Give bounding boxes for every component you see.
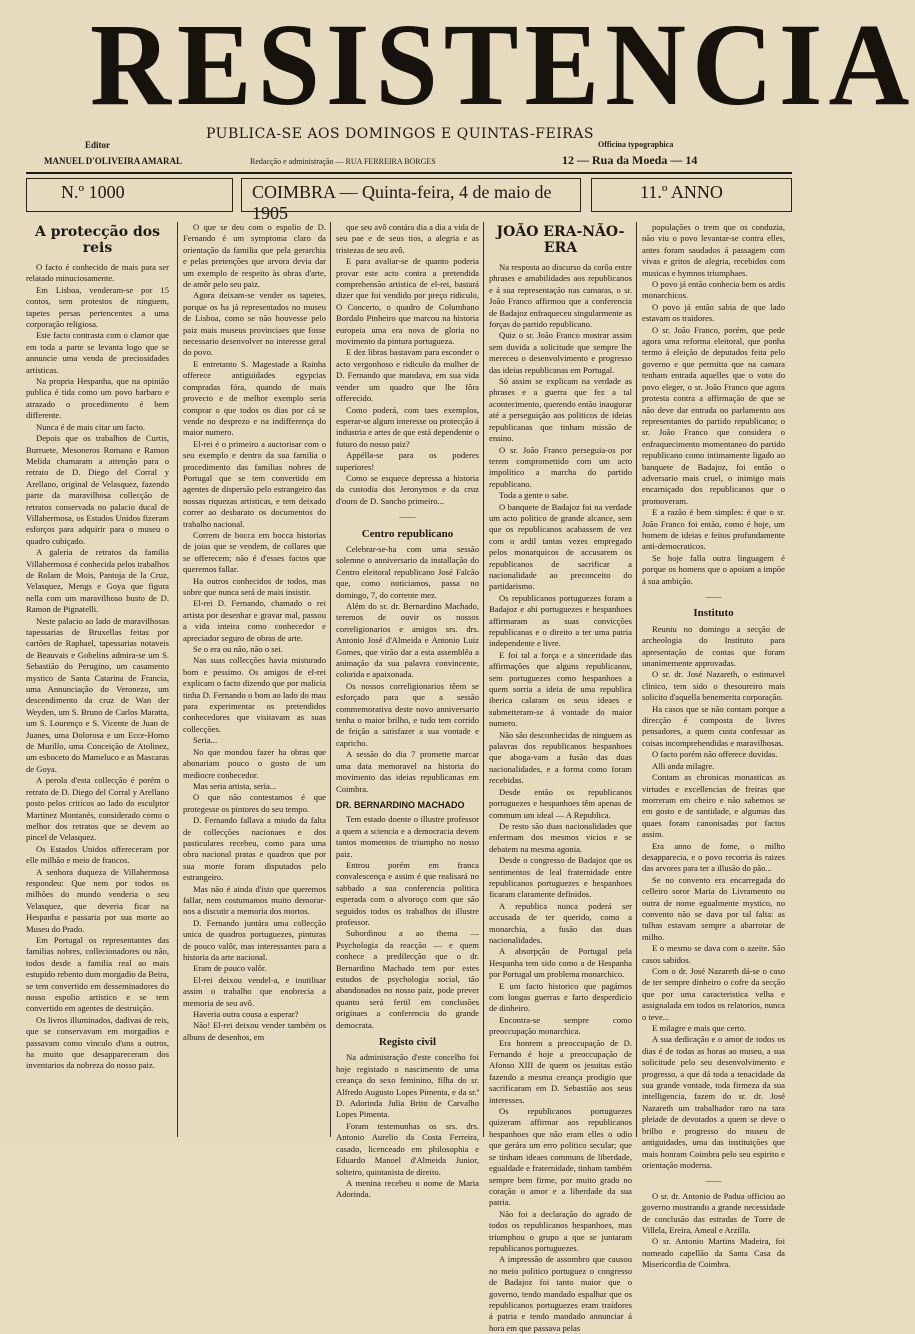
paragraph: Seria...	[193, 735, 218, 746]
paragraph: Correm de bocca em bocca historias de joias que se vendem, de collares que se offerecem; não é d'esses factos que queremos fallar.	[183, 529, 326, 575]
paragraph: Encontra-se sempre como preoccupação monarchica.	[489, 1014, 632, 1037]
print-office-address: 12 — Rua da Moeda — 14	[562, 153, 698, 167]
paragraph: Com o dr. José Nazareth dá-se o caso de ter sempre dinheiro o cofre da secção que por uma caracteristica velha e assignalada em todos os relatorios, nunca o teve...	[642, 966, 785, 1022]
column-4	[489, 222, 632, 1333]
paragraph: Além do sr. dr. Bernardino Machado, teremos de ouvir os nossos correligionarios e amigos srs. drs. Antonio José d'Almeida e Antonio Luiz Gomes, que virão dar a esta assemblêa a animação da sua palavra convincente, colorida e apaixonada.	[336, 601, 479, 680]
newspaper-title: RESISTENCIA	[90, 0, 915, 131]
paragraph: E o mesmo se dava com o azeite. São casos sabidos.	[642, 943, 785, 965]
paragraph: que seu avô contára dia a dia a vida de seu pae e de seus tios, a alegria e as tristezas de seu avô.	[336, 222, 479, 255]
paragraph: A absorpção de Portugal pela Hespanha tem sido como a de Hespanha por Portugal um problema monarchico.	[489, 946, 632, 980]
top-rule	[26, 172, 792, 174]
section-heading: DR. BERNARDINO MACHADO	[336, 799, 465, 810]
paragraph: populações o trem que os conduzia, não viu o povo levantar-se contra elles, antes foram saudados á passagem com vivas e gritos de alegria, recebidos com musicas e hymnos triumphaes.	[642, 222, 785, 278]
paragraph: O sr. João Franco perseguia-os por terem compromettido com um acto impolitico a marcha do partido republicano.	[489, 444, 632, 489]
paragraph: Se hoje falla outra linguagem é porque os homens que o apoiam a impõe á sua ambição.	[642, 552, 785, 586]
paragraph: D. Fernando juntára uma collecção unica de quadros portuguezes, pinturas de pouco valôr, mas interessantes para a historia da arte nacional.	[183, 917, 326, 962]
paragraph: A sua dedicação e o amor de todos os dias é de todas as horas ao museu, a sua solicitude pelo seu desenvolvimento e progresso, a que dá toda a tenacidade da sua grande vontade, toda firmeza da sua intelligencia, fazem do sr. dr. José Nazareth um trabalhador raro na tara pleiade de devotados a quem se deve o brilho e progresso do museu de antiguidades, uma das instituições que mais honram Coimbra pelo seu espirito e orientação moderna.	[642, 1034, 785, 1170]
article-heading: JOÃO ERA-NÃO-ERA	[496, 224, 625, 256]
paragraph: No que mondou fazer ha obras que abonariam pouco o gosto de um mediocre conhecedor.	[183, 746, 326, 780]
paragraph: Tem estado doente o illustre professor a quem a sciencia e a democracia devem tantos momentos de triumpho no nosso paiz.	[336, 814, 479, 859]
column-5	[642, 222, 785, 1270]
paragraph: Se o era ou não, não o sei.	[193, 644, 283, 655]
paragraph: Contam as chronicas monasticas as virtudes e excellencias de freiras que morreram em cheiro e não sabemos se em gosto e de santidade, e algumas das quaes foram canonisadas por factos assim.	[642, 772, 785, 840]
paragraph: Appélla-se para os poderes superiores!	[336, 450, 479, 472]
paragraph: Agora deixam-se vender os tapetes, porque os ha já representados no museu de Lisboa, como se não houvesse pelo paiz mais museus provinciaes que fosse necessario desenvolver no interesse geral do povo.	[183, 290, 326, 358]
paragraph: Foram testemunhas os srs. drs. Antonio Aurelio da Costa Ferreira, casado, licenceado em philosophia e Eduardo Manoel d'Almeida Junior, solteiro, quintanista de direito.	[336, 1120, 479, 1177]
paragraph: E dez libras bastavam para esconder o acto vergonhoso e ridiculo da mulher de D. Fernando que mandava, em sua vida vender um quadro que lhe fôra offerecido.	[336, 347, 479, 404]
issue-number-box	[26, 178, 233, 212]
paragraph: Os republicanos portuguezes foram a Badajoz e ahi portuguezes e hespanhoes affirmaram as suas convicções republicanas e o direito a ter uma patria independente e livre.	[489, 592, 632, 649]
paragraph: Era anno de fome, o milho desapparecia, e o povo recorria ás raizes das arvores para ter a illusão do pão...	[642, 840, 785, 874]
paragraph: Nunca é de mais citar um facto.	[36, 421, 146, 432]
paragraph: O sr. João Franco, porém, que pede agora uma reforma eleitoral, que ponha termo á eleição de deputados feita pelo governo e que permitta que na camara tenham entrada aquelles que o voto do povo eleger, o sr. João Franco que agora protesta contra a affirmação de que se não deve dar entrada no parlamento aos representantes do partido republicano; o sr. João Franco que considera o enfraquecimento momentaneo do partido republicano como intimamente ligado ao banquete de Badajoz, foi então o adversario mais cruel, o inimigo mais encarniçado dos republicanos que o promoveram.	[642, 324, 785, 506]
paragraph: O sr. dr. Antonio de Padua officiou ao governo mostrando a grande necessidade de conclusão das estradas de Torre de Villela, Ereira, Ameal e Arzilla.	[642, 1190, 785, 1235]
paragraph: Desde o congresso de Badajoz que os sentimentos de leal fraternidade entre republicanos portuguezes e hespanhoes ficaram claramente definidos.	[489, 855, 632, 900]
issue-banner	[26, 178, 792, 223]
paragraph: El-rei D. Fernando, chamado o rei artista por desenhar e gravar mal, passou a vida inteira como conhecedor e apreciador seguro de obras de arte.	[183, 598, 326, 643]
dateline-box	[241, 178, 581, 223]
paragraph: E milagre e mais que certo.	[652, 1023, 747, 1034]
paragraph: Entrou porém em franca convalescença e assim é que realisará no sabbado a sua conferencia politica esperada com o alvoroço com que são seguidos todos os trabalhos do illustre professor.	[336, 859, 479, 927]
paragraph: O sr. dr. José Nazareth, o estimavel clinico, tem sido o thesoureiro mais solicito d'aquella benemerita corporação.	[642, 669, 785, 703]
paragraph: D. Fernando fallava a miudo da falta de collecções nacionaes e dos pasticulares recebeu, como para uma obra nacional pratas e quadros que por sua morte foram disputados pelo estrangeiro.	[183, 815, 326, 883]
paragraph: Não são desconhecidas de ninguem as palavras dos republicanos hespanhoes que aboga-vam a fusão das duas nacionalidades, e a forma como foram recebidas.	[489, 729, 632, 786]
paragraph: Em Lisboa, venderam-se por 15 contos, sem protestos de ninguem, tapetes persas pertencentes a uma corporação religiosa.	[26, 284, 169, 330]
paragraph: Subordinou a ao thema — Psychologia da reacção — e quem conhece a predilecção que o dr. Bernardino Machado tem por estes estudos de psychologia social, tão abandonados no nosso paiz, pode prever quanto será fertil em conclusões originaes a conferencia do grande democrata.	[336, 928, 479, 1030]
print-office-label: Officina typographica	[598, 140, 674, 149]
paragraph: Celebrar-se-ha com uma sessão solemne o anniversario da installação do Centro eleitoral republicano José Falcão que, como noticiamos, passa no domingo, 7, do corrente mez.	[336, 543, 479, 600]
section-separator: ——	[705, 592, 722, 601]
paragraph: Quiz o sr. João Franco mostrar assim sem duvida a solicitude que sempre lhe mereceu o desenvolvimento e progresso das ideias republicanas em Portugal.	[489, 330, 632, 375]
paragraph: O facto porém não offerece duvidas.	[652, 749, 778, 760]
editor-label: Editor	[85, 140, 111, 150]
paragraph: O que não contestamos é que protegesse os pintores do seu tempo.	[183, 792, 326, 814]
paragraph: Os livros illuminados, dadivas de reis, que se conservavam em morgadios e passavam como vinculo d'uns a outros, ha muito que desappareceram dos inventarios da nobreza do nosso paiz.	[26, 1014, 169, 1071]
paragraph: A perola d'esta collecção é porém o retrato de D. Diego del Corral y Arellano posto pelos criticos ao lado do esculptor Martinez Montanés, considerado como o melhor dos retratos que se devem ao pincel de Velasquez.	[26, 775, 169, 843]
paragraph: Toda a gente o sabe.	[499, 490, 569, 501]
paragraph: O banquete de Badajoz foi na verdade um acto politico de grande alcance, sem que os republicanos acabassem de vez com o ardil tantas vezes empregado pelos monarquicos de accusarem os republicanos de sacrificar a nacionalidade ao preconceito do partidarismo.	[489, 501, 632, 592]
paragraph: Não foi a declaração do agrado de todos os republicanos hespanhoes, mas triumphou o grupo a que se juntaram republicanos portuguezes.	[489, 1208, 632, 1253]
paragraph: Em Portugal os representantes das familias nobres, collecionadores ou não, todos desde a familia real ao mais estupido rebento dum morgadio da Beira, se tem convertido em desseminadores do nosso espolio artistico e se tem convertido em agentes de destruição.	[26, 934, 169, 1014]
paragraph: Ha outros conhecidos de todos, mas sobre que nunca será de mais insistir.	[183, 575, 326, 597]
dateline: COIMBRA — Quinta-feira, 4 de maio de 1905	[252, 182, 552, 223]
article-columns	[26, 222, 792, 1333]
paragraph: Como poderá, com taes exemplos, esperar-se algum interesse ou protecção á industria e artes de que está dependente o futuro do nosso paiz?	[336, 404, 479, 449]
paragraph: A menina recebeu o nome de Maria Adorinda.	[336, 1177, 479, 1200]
issue-number: N.º 1000	[61, 182, 125, 202]
paragraph: O povo já então conhecia bem os ardis monarchicos.	[642, 279, 785, 301]
paragraph: Desde então os republicanos portuguezes e hespanhoes têm apenas de commum um ideal — A Republica.	[489, 786, 632, 820]
paragraph: O sr. Antonio Martins Madeira, foi nomeado capellão da Santa Casa da Misericordia de Coimbra.	[642, 1236, 785, 1270]
article-heading: A protecção dos reis	[35, 224, 160, 256]
paragraph: Neste palacio ao lado de maravilhosas tapessarias de Bruxellas feitas por cartões de Raphael, tapessarias notaveis de Beauvais e Gobelins admira-se um S. Sebastião do Perugino, um casamento mystico de Santa Catarina de Francia, uma Annunciação do Veronezo, um descendimento da cruz de Wan der Weyden, um S. Bruno de Carlos Maratta, um S. Lourenço e S. Vicente de Juan de Juanes, uma Dolorosa e um Ecce-Homo de Murillo, uma Conceição de Atolinez, um esboceto do Mameluco e as Mascaras de Goya.	[26, 615, 169, 774]
administration-address: Redacção e administração — RUA FERREIRA BORGES	[250, 157, 436, 166]
paragraph: Nas suas collecções havia misturado bom e pessimo. Os amigos de el-rei explicam o facto dizendo que por malicia tinha D. Fernando o bom ao lado do mau para experimentar os pretendidos conhecedores que visitavam as suas collecções.	[183, 655, 326, 734]
section-separator: ——	[705, 1176, 722, 1186]
paragraph: E entretanto S. Magestade a Rainha offerece antiguidades egypcias compradas fóra, quando de mais provecto e de melhor exemplo seria comprar o que todos os dias por cá se vende no desprezo e na indifferença do maior numero.	[183, 358, 326, 438]
paragraph: A republica nunca poderá ser accusada de ter querido, como a monarchia, a fusão das duas nacionalidades.	[489, 900, 632, 945]
paragraph: O facto é conhecido de mais para ser relatado minuciosamente.	[26, 262, 169, 284]
paragraph: Ha casos que se não contam porque a direcção é composta de livres pensadores, a quem custa confessar as coisas incomprehendidas e maravilhosas.	[642, 703, 785, 748]
publication-schedule: PUBLICA-SE AOS DOMINGOS E QUINTAS-FEIRAS	[206, 126, 594, 142]
editor-name: MANUEL D'OLIVEIRA AMARAL	[44, 156, 183, 166]
column-2	[183, 222, 326, 1137]
paragraph: Os republicanos portuguezes quizeram affirmar aos republicanos hespanhoes que não eram elles o odio que gerára um erro politico secular; que se tinham ideaes communs de liberdade, egualdade e fraternidade, tinham também sempre bem firme, por muito grado no coração o amor e a liberdade da sua patria.	[489, 1106, 632, 1208]
paragraph: El-rei deixou vendel-a, e inutilisar assim o trabalho que enobrecia a memoria de seu avô.	[183, 974, 326, 1008]
year-box	[591, 178, 792, 212]
paragraph: E um facto historico que pagámos com longas guerras e farto desperdicio de dinheiro.	[489, 980, 632, 1014]
paragraph: Não! El-rei deixou vender também os albuns de desenhos, em	[183, 1020, 326, 1042]
section-separator: ——	[399, 512, 416, 522]
paragraph: Reuniu no domingo a secção de archeologia do Instituto para apresentação de contas que foram unanimemente approvadas.	[642, 623, 785, 669]
paragraph: El-rei é o primeiro a auctorisar com o seu exemplo e dentro da sua familia o procedimento das familias nobres de Portugal que se tem convertido em agentes de dispersão pelo estrangeiro das nossas riquezas artisticas, e tem deixado correr ao desbarato os documentos do trabalho nacional.	[183, 438, 326, 529]
paragraph: A sessão do dia 7 promette marcar uma data memoravel na historia do movimento das ideias republicanas em Coimbra.	[336, 749, 479, 794]
paragraph: Se no convento era encarregada do celleiro soror Maria do Livramento ou outra de nome egualmente mystico, no convento não se dava por tal falta: as tulhas estavam sempre a abarrotar de milho.	[642, 874, 785, 942]
column-1	[26, 222, 169, 1137]
year-number: 11.º ANNO	[640, 182, 723, 202]
paragraph: E para avaliar-se de quanto poderia provar este acto contra a pretendida comprehensão artistica de el-rei, bastará dizer que foi vendido por preço ridiculo, O Concerto, o quadro de Columbano Bordalo Pinheiro que marcou na historia europeia uma era nova de gloria no movimento da pintura portugueza.	[336, 256, 479, 347]
column-3	[336, 222, 479, 1200]
section-heading: Centro republicano	[361, 527, 454, 540]
paragraph: Mas seria artista, seria...	[193, 780, 277, 791]
paragraph: Os Estados Unidos offereceram por elle milhão e meio de francos.	[26, 843, 169, 866]
paragraph: Depois que os trabalhos de Curtis, Burruete, Mesoneros Romano e Ramon Melida chamaram a attenção para o retrato de D. Diego del Corral y Arellano, original de Velasquez, fazendo parte da maravilhosa collecção de retratos conservada no palacio ducal de Villahermosa, os Estados Unidos fizeram esforços para adquirir para o museu o quadro cubiçado.	[26, 433, 169, 546]
paragraph: A impressão de assombro que causou no meio politico portuguez o congresso de Badajoz foi tanto maior que o governo, tendo mandado espalhar que os republicanos portuguezes eram traidores á patria e tendo mandado annunciar á hora em que passava pelas	[489, 1254, 632, 1333]
paragraph: Na resposta ao discurso da corôa entre phrases e amabilidades aos republicanos e á sua representação nas camaras, o sr. João Franco affirmou que a conferencia de Badajoz enfraqueceu singularmente as forças do partido republicano.	[489, 262, 632, 330]
paragraph: O povo já então sabia de que lado estavam os traidores.	[642, 301, 785, 324]
section-heading: Registo civil	[378, 1036, 437, 1049]
paragraph: Os nossos correligionarios têem se esforçado para que a sessão commemorativa deste novo anniversario tenha o maior brilho, e tudo tem corrido de feição a satisfazer a sua vontade e capricho.	[336, 680, 479, 748]
paragraph: Alli anda milagre.	[652, 760, 715, 771]
paragraph: A senhora duqueza de Villahermosa respondeu: Que nem por todos os milhões do mundo venderia o seu Velasquez, que deveria ficar na Hespanha e passaria por sua morte ao Museu do Prado.	[26, 866, 169, 934]
paragraph: A galeria de retratos da familia Villahermosa é conhecida pelos trabalhos de Rolam de Mois, Pantoja de la Cruz, Velasquez, Mengs e Goya que figura nella com um maravilhoso busto de D. Ramon de Pignatelli.	[26, 547, 169, 615]
paragraph: De resto são duas nacionalidades que enfermam dos mesmos vicios e se debatem na mesma agonia.	[489, 820, 632, 854]
paragraph: Mas não é ainda d'isto que queremos fallar, nem costumamos muito demorar-nos a discutir a memoria dos mortos.	[183, 883, 326, 917]
paragraph: Eram de pouco valôr.	[193, 963, 267, 974]
paragraph: Como se esquece depressa a historia da custodia dos Jeronymos e da cruz d'ouro de D. Sancho primeiro...	[336, 472, 479, 506]
paragraph: Na administração d'este concelho foi hoje registado o nascimento de uma creança do sexo feminino, filha do sr. Alfredo Augusto Lopes Pimenta, e da sr.ª D. Adorinda Julia Brito de Carvalho Lopes Pimenta.	[336, 1052, 479, 1120]
paragraph: Na propria Hespanha, que na opinião publica é tida como um povo barbaro e atrazado o procedimento é bem differente.	[26, 376, 169, 421]
paragraph: Haveria outra cousa a esperar?	[193, 1009, 299, 1020]
paragraph: E a razão é bem simples: é que o sr. João Franco foi então, como é hoje, um homem de ideias e feitos profundamente anti-democraticos.	[642, 507, 785, 552]
paragraph: O que se deu com o espolio de D. Fernando é um symptoma claro da orientação da familia que pela gerarchia e pelas pretenções que arvora devia dar um exemplo de respeito às obras d'arte, de amôr pelo seu paiz.	[183, 222, 326, 290]
paragraph: E foi tal a força e a sinceridade das affirmações que alguns republicanos, sem portuguezes como hespanhoes a quem sorria a ideia de uma republica iberica calaram os seus ideaes e submetteram-se á vontade do maior numero.	[489, 649, 632, 729]
section-heading: Instituto	[693, 607, 734, 620]
paragraph: Era honrem a preoccupação de D. Fernando é hoje a preoccupação de Afonso XIII de quem os jesuitas estão fazendo a mesma creança prodigio que sacrificaram em D. Sebastião aos seus interesses.	[489, 1037, 632, 1105]
paragraph: Este facto contrasta com o clamor que em toda a parte se levanta logo que se annuncie uma venda de preciosidades artisticas.	[26, 330, 169, 375]
paragraph: Só assim se explicam na verdade as phrases e a guerra que fez a tal acontecimento, querendo então inaugurar até a perseguição aos politicos de ideias republicanas que tinham missão de ensino.	[489, 376, 632, 444]
